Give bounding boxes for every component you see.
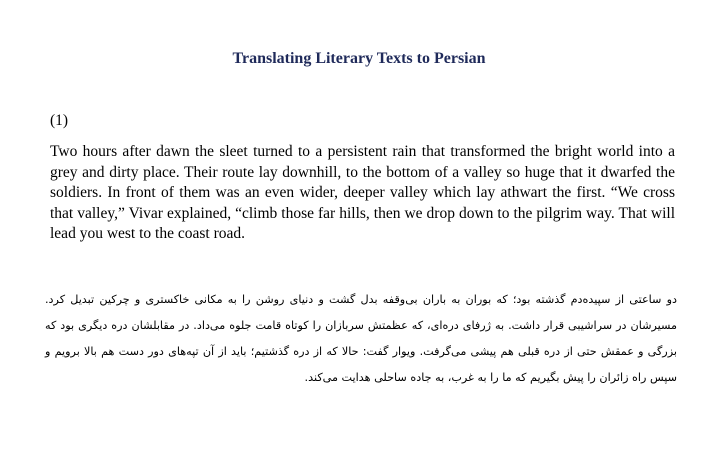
paragraph-number: (1) (50, 112, 69, 129)
document-title: Translating Literary Texts to Persian (232, 50, 486, 67)
persian-translation-paragraph: دو ساعتی از سپیده‌دم گذشته بود؛ که بوران به باران بی‌وقفه بدل گشت و دنیای روشن را به مکانی خاکستری و چرکین تبدیل کرد. مسیرشان در سراشیبی قرار داشت. به ژرفای دره‌ای، که عظمتش سربازان را کوتاه قامت جلوه می‌داد. در مقابلشان دره دیگری بود که بزرگی و عمقش حتی از دره قبلی هم پیشی می‌گرفت. ویوار گفت: حالا که از دره گذشتیم؛ باید از آن تپه‌های دور دست هم بالا برویم و سپس راه زائران را پیش بگیریم که ما را به غرب، به جاده ساحلی هدایت می‌کند. (45, 293, 677, 384)
english-source-paragraph: Two hours after dawn the sleet turned to a persistent rain that transformed the bright world into a grey and dirty place. Their route lay downhill, to the bottom of a valley so huge that it dwarfed the soldiers. In front of them was an even wider, deeper valley which lay athwart the first. “We cross that valley,” Vivar explained, “climb those far hills, then we drop down to the pilgrim way. That will lead you west to the coast road. (50, 143, 675, 243)
